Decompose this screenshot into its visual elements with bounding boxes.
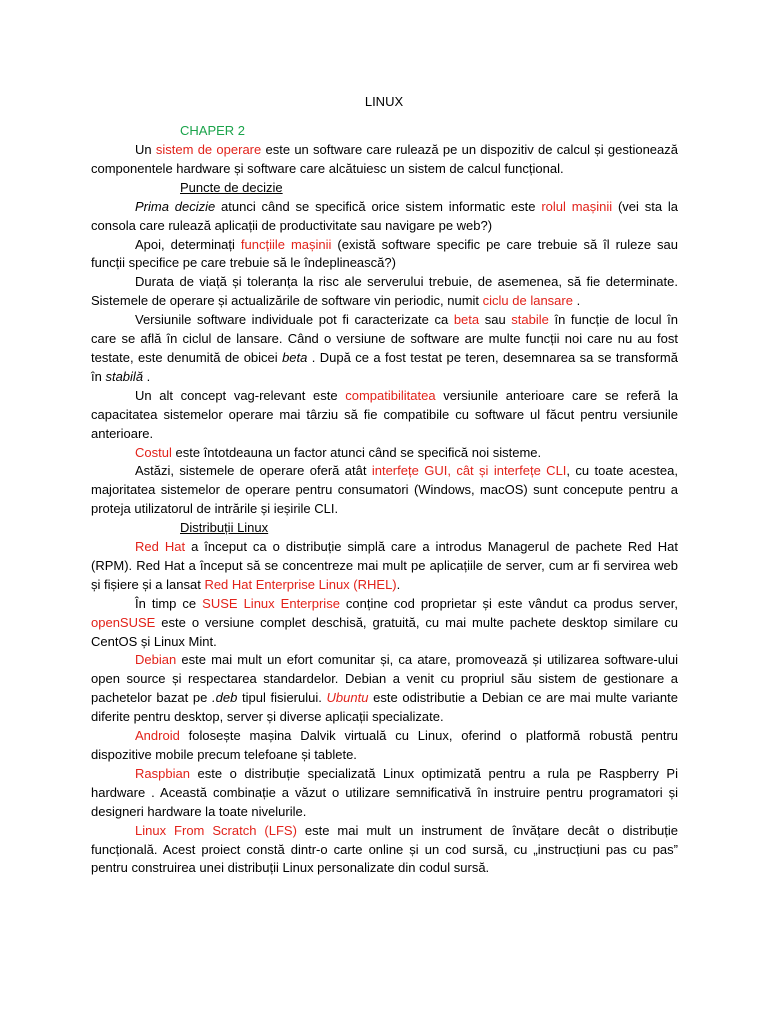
italic-term: stabilă <box>105 368 144 384</box>
highlighted-term: stabile <box>511 312 549 328</box>
body-paragraph: Costul este întotdeauna un factor atunci când se specifică noi sisteme. <box>135 444 542 460</box>
body-paragraph: Astăzi, sistemele de operare oferă atât interfețe GUI, cât și interfețe CLI, cu toate acestea, majoritatea sistemelor de operare pentru consumatori (Windows, macOS) sunt concepute pentru a proteja utilizatorul de intrările și ieșirile CLI. <box>91 463 678 517</box>
italic-term: beta <box>282 349 308 365</box>
body-paragraph: În timp ce SUSE Linux Enterprise conține cod proprietar și este vândut ca produs server, openSUSE este o versiune complet deschisă, gratuită, cu mai multe pachete desktop similare cu CentOS și Linux Mint. <box>91 595 679 649</box>
document-title: LINUX <box>364 94 404 109</box>
highlighted-term: Debian <box>135 652 177 668</box>
body-paragraph: Un alt concept vag-relevant este compatibilitatea versiunile anterioare care se referă la capacitatea sistemelor operare mai târziu să fie compatibile cu software ul făcut pentru versiunile anterioare. <box>91 387 678 441</box>
highlighted-term: compatibilitatea <box>345 387 436 403</box>
highlighted-term: Raspbian <box>135 765 190 781</box>
highlighted-term: openSUSE <box>91 614 156 630</box>
document-body <box>91 141 678 878</box>
highlighted-term: rolul mașinii <box>541 198 613 214</box>
body-paragraph: Linux From Scratch (LFS) este mai mult un instrument de învățare decât o distribuție funcțională. Acest proiect constă dintr-o carte online și un cod sursă, cu „instrucțiuni pas cu pas” pentru construirea unei distribuții Linux personalizate din codul sursă. <box>91 822 678 876</box>
body-paragraph: Red Hat a început ca o distribuție simplă care a introdus Managerul de pachete Red Hat (RPM). Red Hat a început să se concentreze mai mult pe aplicațiile de server, cum ar fi servirea web și fișiere și a lansat Red Hat Enterprise Linux (RHEL). <box>91 539 678 592</box>
body-paragraph: Versiunile software individuale pot fi caracterizate ca beta sau stabile în funcție de locul în care se află în ciclul de lansare. Când o versiune de software are multe funcții noi care nu au fost testate, este denumită de obicei beta . După ce a fost testat pe teren, desemnarea sa se transformă în stabilă . <box>91 312 679 384</box>
body-paragraph: Android folosește mașina Dalvik virtuală cu Linux, oferind o platformă robustă pentru dispozitive mobile precum telefoane și tablete. <box>91 728 678 762</box>
body-paragraph: Un sistem de operare este un software care rulează pe un dispozitiv de calcul și gestionează componentele hardware și software care alcătuiesc un sistem de calcul funcțional. <box>91 142 678 176</box>
highlighted-term: funcțiile mașinii <box>240 236 332 252</box>
body-paragraph: Raspbian este o distribuție specializată Linux optimizată pentru a rula pe Raspberry Pi hardware . Această combinație a văzut o utilizare semnificativă în instruire pentru programatori și designeri hardware la toate nivelurile. <box>91 765 678 819</box>
highlighted-term: Red Hat Enterprise Linux (RHEL) <box>204 576 397 592</box>
highlighted-term: sistem de operare <box>155 142 262 157</box>
highlighted-term: Linux From Scratch (LFS) <box>135 822 297 838</box>
highlighted-term: beta <box>453 312 480 328</box>
highlighted-term: ciclu de lansare <box>482 293 573 309</box>
body-paragraph: Apoi, determinați funcțiile mașinii (există software specific pe care trebuie să îl ruleze sau funcții specifice pe care trebuie să le îndeplinească?) <box>91 236 678 271</box>
italic-term: Prima decizie <box>135 198 216 214</box>
section-heading: Puncte de decizie <box>180 179 283 195</box>
highlighted-term: Costul <box>135 444 172 460</box>
highlighted-term: Red Hat <box>135 539 186 555</box>
section-heading: Distribuții Linux <box>180 520 269 536</box>
body-paragraph: Debian este mai mult un efort comunitar și, ca atare, promovează și utilizarea software-ului open source și respectarea standardelor. Debian a venit cu propriul său sistem de gestionare a pachetelor bazat pe .deb tipul fisierului. Ubuntu este odistributie a Debian ce are mai multe variante diferite pentru desktop, server și diverse aplicații specializate. <box>91 652 678 725</box>
chapter-label: CHAPER 2 <box>180 123 246 138</box>
highlighted-term: interfețe GUI, cât și interfețe CLI <box>371 463 567 479</box>
highlighted-term: Ubuntu <box>326 690 369 706</box>
highlighted-term: Android <box>135 728 180 744</box>
italic-term: .deb <box>212 690 238 706</box>
body-paragraph: Prima decizie atunci când se specifică orice sistem informatic este rolul mașinii (vei sta la consola care rulează aplicații de productivitate sau navigare pe web?) <box>91 198 678 233</box>
body-paragraph: Durata de viață și toleranța la risc ale serverului trebuie, de asemenea, să fie determinate. Sistemele de operare și actualizările de software vin periodic, numit ciclu de lansare . <box>91 274 678 309</box>
highlighted-term: SUSE Linux Enterprise <box>202 595 340 611</box>
